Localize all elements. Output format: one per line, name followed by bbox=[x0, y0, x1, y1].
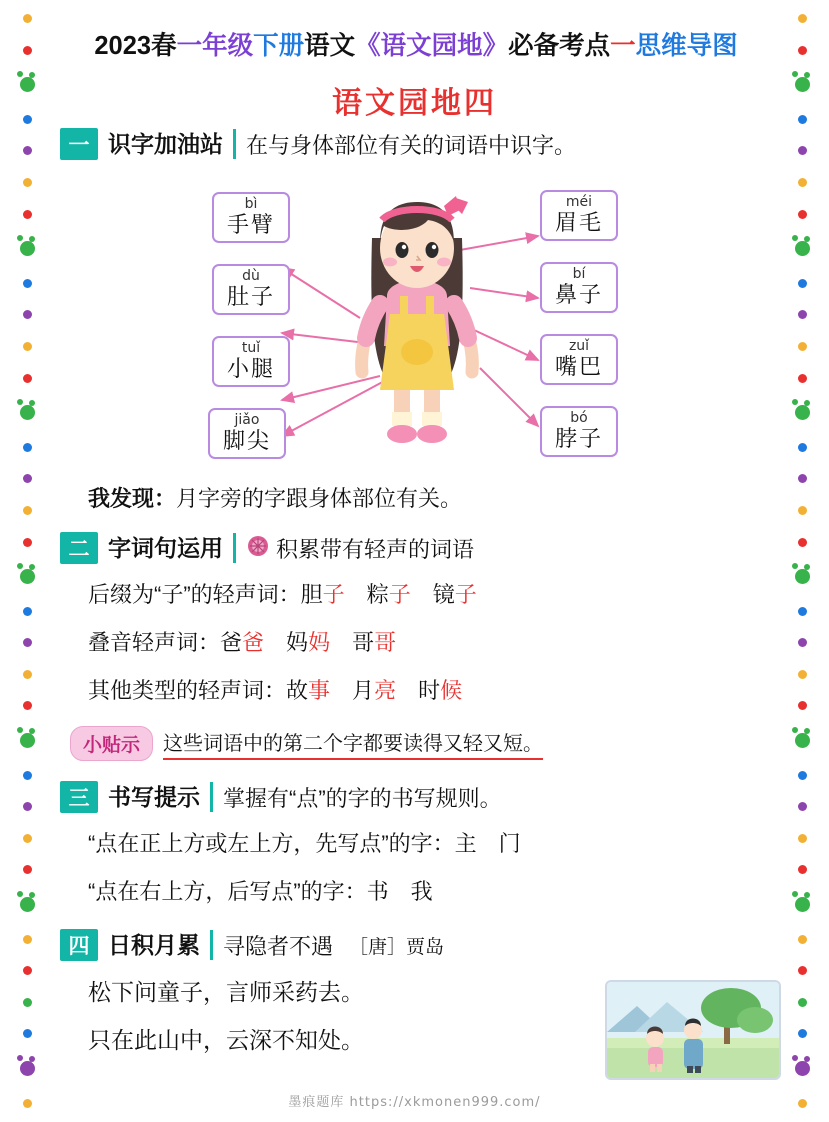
decorative-dot bbox=[20, 405, 35, 420]
decorative-dot bbox=[798, 935, 807, 944]
decorative-dot bbox=[798, 310, 807, 319]
discovery-text: 月字旁的字跟身体部位有关。 bbox=[176, 486, 463, 511]
decorative-dot bbox=[23, 178, 32, 187]
decorative-dot bbox=[23, 935, 32, 944]
section-desc-1: 在与身体部位有关的词语中识字。 bbox=[246, 132, 577, 158]
decorative-dot bbox=[23, 538, 32, 547]
word-pinyin: dù bbox=[242, 268, 260, 284]
decorative-dot bbox=[798, 865, 807, 874]
decorative-dot bbox=[798, 701, 807, 710]
decorative-dot bbox=[798, 607, 807, 616]
tone-word: 时候 bbox=[418, 678, 463, 703]
decorative-dot bbox=[798, 14, 807, 23]
header-part: 2023春 bbox=[94, 32, 177, 60]
decorative-dot bbox=[23, 14, 32, 23]
left-dot-border bbox=[14, 0, 40, 1122]
decorative-dot bbox=[798, 771, 807, 780]
decorative-dot bbox=[798, 279, 807, 288]
word-card bbox=[540, 406, 618, 457]
decorative-dot bbox=[798, 474, 807, 483]
word-text: 嘴巴 bbox=[554, 354, 603, 379]
tone-lead: 其他类型的轻声词： bbox=[88, 678, 287, 703]
section-number-4: 四 bbox=[60, 929, 98, 961]
word-card bbox=[208, 408, 286, 459]
decorative-dot bbox=[798, 178, 807, 187]
flower-icon bbox=[246, 534, 270, 563]
decorative-dot bbox=[798, 1029, 807, 1038]
writing-rule-2: “点在右上方，后写点”的字：书 我 bbox=[88, 879, 433, 904]
decorative-dot bbox=[23, 342, 32, 351]
word-pinyin: bí bbox=[572, 266, 586, 282]
decorative-dot bbox=[795, 733, 810, 748]
decorative-dot bbox=[798, 802, 807, 811]
tone-word: 胆子 bbox=[300, 582, 345, 607]
decorative-dot bbox=[23, 670, 32, 679]
tone-line-3 bbox=[88, 674, 772, 708]
decorative-dot bbox=[23, 443, 32, 452]
decorative-dot bbox=[23, 638, 32, 647]
word-card bbox=[540, 190, 618, 241]
decorative-dot bbox=[798, 966, 807, 975]
decorative-dot bbox=[23, 46, 32, 55]
decorative-dot bbox=[23, 279, 32, 288]
word-pinyin: méi bbox=[565, 194, 593, 210]
decorative-dot bbox=[20, 733, 35, 748]
writing-rule-1: “点在正上方或左上方，先写点”的字：主 门 bbox=[88, 831, 521, 856]
decorative-dot bbox=[795, 405, 810, 420]
right-dot-border bbox=[789, 0, 815, 1122]
decorative-dot bbox=[795, 897, 810, 912]
body-parts-figure bbox=[60, 168, 772, 468]
word-text: 小腿 bbox=[226, 356, 275, 381]
poem-line-1: 松下问童子，言师采药去。 bbox=[88, 979, 364, 1005]
word-card bbox=[212, 264, 290, 315]
header-part: 一 bbox=[610, 32, 636, 60]
decorative-dot bbox=[23, 998, 32, 1007]
poem-line-2: 只在此山中，云深不知处。 bbox=[88, 1027, 364, 1053]
decorative-dot bbox=[795, 569, 810, 584]
section-name-3: 书写提示 bbox=[108, 782, 213, 812]
section-heading-4 bbox=[60, 929, 772, 961]
decorative-dot bbox=[795, 241, 810, 256]
tone-word: 哥哥 bbox=[352, 630, 397, 655]
decorative-dot bbox=[798, 443, 807, 452]
decorative-dot bbox=[23, 310, 32, 319]
tone-word: 月亮 bbox=[352, 678, 397, 703]
section-desc-3: 掌握有“点”的字的书写规则。 bbox=[223, 785, 502, 811]
word-pinyin: tuǐ bbox=[241, 340, 261, 356]
header-part: 语文 bbox=[304, 32, 356, 60]
section-desc-2: 积累带有轻声的词语 bbox=[276, 536, 475, 562]
word-text: 眉毛 bbox=[554, 210, 603, 235]
decorative-dot bbox=[23, 701, 32, 710]
section-name-1: 识字加油站 bbox=[108, 129, 236, 159]
section-heading-1 bbox=[60, 128, 772, 160]
decorative-dot bbox=[20, 1061, 35, 1076]
header-part: 必备考点 bbox=[508, 32, 611, 60]
word-text: 脖子 bbox=[554, 426, 603, 451]
header-part: 下册 bbox=[253, 32, 305, 60]
decorative-dot bbox=[798, 638, 807, 647]
decorative-dot bbox=[798, 342, 807, 351]
decorative-dot bbox=[798, 670, 807, 679]
section-number-3: 三 bbox=[60, 781, 98, 813]
page-title: 语文园地四 bbox=[332, 86, 497, 121]
tip-badge: 小贴示 bbox=[70, 726, 153, 761]
decorative-dot bbox=[798, 374, 807, 383]
word-text: 手臂 bbox=[226, 212, 275, 237]
word-pinyin: bó bbox=[570, 410, 588, 426]
decorative-dot bbox=[23, 802, 32, 811]
tone-word: 爸爸 bbox=[220, 630, 265, 655]
decorative-dot bbox=[23, 865, 32, 874]
decorative-dot bbox=[798, 146, 807, 155]
girl-illustration bbox=[332, 176, 502, 456]
discovery-label: 我发现： bbox=[88, 486, 177, 511]
header-part: 思维导图 bbox=[635, 32, 738, 60]
tone-lead: 后缀为“子”的轻声词： bbox=[88, 582, 301, 607]
section-heading-2 bbox=[60, 532, 772, 564]
tip-text: 这些词语中的第二个字都要读得又轻又短。 bbox=[163, 727, 543, 760]
poem-title: 寻隐者不遇 bbox=[223, 933, 334, 959]
page-header bbox=[48, 26, 784, 62]
tone-line-1 bbox=[88, 578, 772, 612]
header-part: 一年级 bbox=[176, 32, 254, 60]
tone-word: 粽子 bbox=[366, 582, 411, 607]
word-card bbox=[540, 262, 618, 313]
decorative-dot bbox=[23, 506, 32, 515]
decorative-dot bbox=[798, 998, 807, 1007]
decorative-dot bbox=[23, 607, 32, 616]
tone-word: 镜子 bbox=[432, 582, 477, 607]
decorative-dot bbox=[20, 897, 35, 912]
decorative-dot bbox=[23, 210, 32, 219]
decorative-dot bbox=[20, 569, 35, 584]
section-name-4: 日积月累 bbox=[108, 930, 213, 960]
tone-word: 故事 bbox=[286, 678, 331, 703]
word-pinyin: bì bbox=[244, 196, 258, 212]
tip-row bbox=[70, 726, 772, 761]
tone-line-2 bbox=[88, 626, 772, 660]
poem-author: ［唐］贾岛 bbox=[349, 936, 445, 958]
tone-word: 妈妈 bbox=[286, 630, 331, 655]
section-name-2: 字词句运用 bbox=[108, 533, 236, 563]
decorative-dot bbox=[798, 46, 807, 55]
section-number-2: 二 bbox=[60, 532, 98, 564]
decorative-dot bbox=[23, 1029, 32, 1038]
section-heading-3 bbox=[60, 781, 772, 813]
word-text: 鼻子 bbox=[554, 282, 603, 307]
decorative-dot bbox=[23, 374, 32, 383]
decorative-dot bbox=[23, 474, 32, 483]
decorative-dot bbox=[798, 506, 807, 515]
word-pinyin: jiǎo bbox=[234, 412, 260, 428]
tone-lead: 叠音轻声词： bbox=[88, 630, 221, 655]
content-body bbox=[60, 128, 772, 1057]
decorative-dot bbox=[23, 146, 32, 155]
word-card bbox=[212, 336, 290, 387]
poem-illustration bbox=[605, 980, 781, 1080]
watermark: 墨痕题库 https://xkmonen999.com/ bbox=[288, 1095, 541, 1110]
decorative-dot bbox=[795, 1061, 810, 1076]
discovery-line bbox=[88, 482, 772, 516]
decorative-dot bbox=[798, 834, 807, 843]
word-pinyin: zuǐ bbox=[568, 338, 590, 354]
header-part: 《语文园地》 bbox=[355, 32, 509, 60]
decorative-dot bbox=[798, 210, 807, 219]
decorative-dot bbox=[23, 771, 32, 780]
word-text: 脚尖 bbox=[222, 428, 271, 453]
decorative-dot bbox=[23, 966, 32, 975]
decorative-dot bbox=[20, 241, 35, 256]
decorative-dot bbox=[23, 834, 32, 843]
decorative-dot bbox=[798, 538, 807, 547]
section-number-1: 一 bbox=[60, 128, 98, 160]
word-card bbox=[540, 334, 618, 385]
word-card bbox=[212, 192, 290, 243]
word-text: 肚子 bbox=[226, 284, 275, 309]
